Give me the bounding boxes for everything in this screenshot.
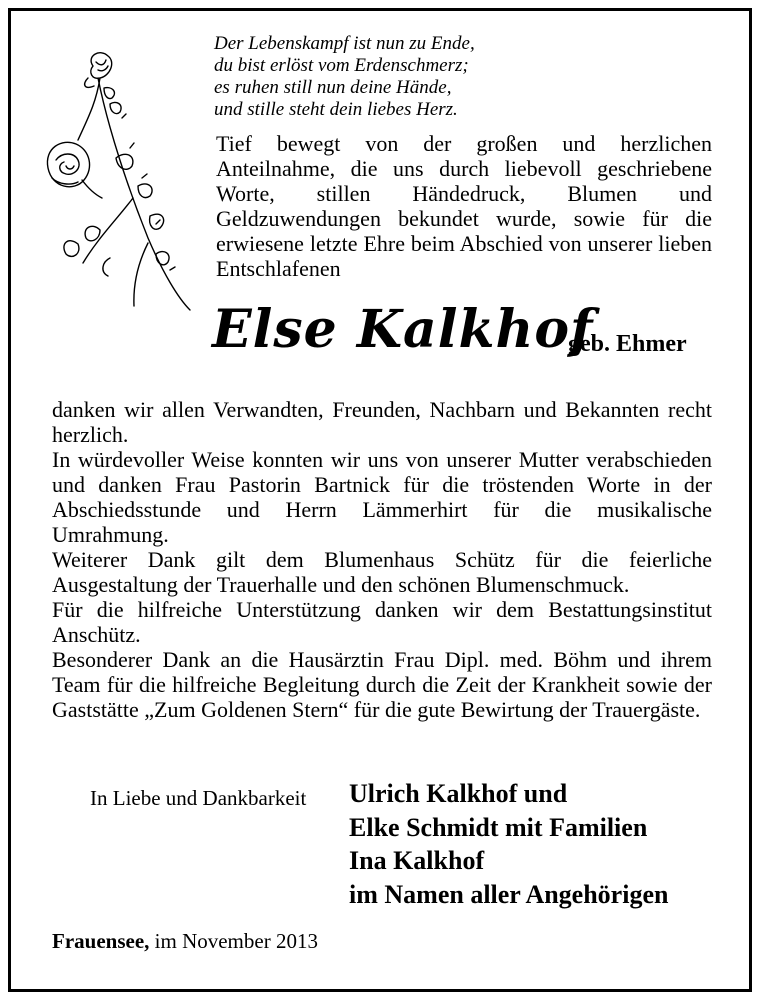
paragraph: Weiterer Dank gilt dem Blumenhaus Schütz für die feierliche Ausgestaltung der Trauerhalle und den schönen Blumenschmuck. [52,547,712,597]
footer [52,929,318,953]
closing-phrase: In Liebe und Dankbarkeit [90,786,307,810]
rose-icon [38,48,198,313]
intro-text: Tief bewegt von der großen und herzlichen Anteilnahme, die uns durch liebevoll geschriebene Worte, stillen Händedruck, Blumen und Geldzuwendungen bekundet wurde, sowie für die erwiesene letzte Ehre beim Abschied von unserer lieben Entschlafenen [216,131,712,281]
signer-line: Ulrich Kalkhof und [349,779,568,808]
signers [349,777,668,911]
signer-line: im Namen aller Angehörigen [349,879,669,909]
poem [214,33,634,121]
date: im November 2013 [154,929,318,953]
paragraph: In würdevoller Weise konnten wir uns von unserer Mutter verabschieden und danken Frau Pastorin Bartnick für die tröstenden Worte in der Abschiedsstunde und Herrn Lämmerhirt für die musikalische Umrahmung. [52,447,712,547]
poem-line: es ruhen still nun deine Hände, [214,77,452,98]
place: Frauensee, [52,929,150,953]
paragraph: Besonderer Dank an die Hausärztin Frau Dipl. med. Böhm und ihrem Team für die hilfreiche Begleitung durch die Zeit der Krankheit sowie der Gaststätte „Zum Goldenen Stern“ für die gute Bewirtung der Trauergäste. [52,647,712,722]
thanks-body [52,397,712,722]
paragraph: danken wir allen Verwandten, Freunden, Nachbarn und Bekannten recht herzlich. [52,397,712,447]
signer-line: Elke Schmidt mit Familien [349,812,648,842]
paragraph: Für die hilfreiche Unterstützung danken wir dem Bestattungsinstitut Anschütz. [52,597,712,647]
maiden-name: geb. Ehmer [568,331,687,357]
poem-line: du bist erlöst vom Erdenschmerz; [214,55,469,76]
deceased-name: Else Kalkhof [212,299,594,360]
poem-line: und stille steht dein liebes Herz. [214,99,458,120]
signer-line: Ina Kalkhof [349,846,485,875]
poem-line: Der Lebenskampf ist nun zu Ende, [214,33,475,54]
